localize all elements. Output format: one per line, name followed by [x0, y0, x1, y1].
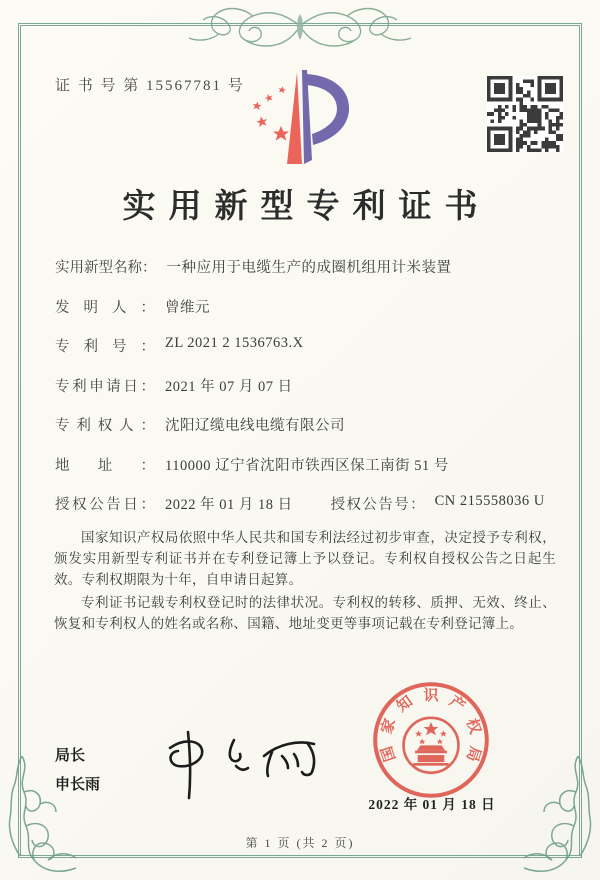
field-value: 2021 年 07 月 07 日 — [165, 378, 293, 395]
issue-date: 2022 年 01 月 18 日 — [368, 797, 496, 812]
field-label: 专利号： — [55, 339, 155, 355]
field-value: ZL 2021 2 1536763.X — [165, 335, 304, 351]
signer-block — [55, 742, 100, 799]
field-value: 曾维元 — [165, 299, 210, 316]
field-label: 发明人： — [55, 299, 155, 316]
national-ipa-seal — [369, 678, 493, 802]
seal-national-emblem — [404, 718, 459, 773]
signer-title: 局长 — [55, 747, 86, 764]
field-value: 沈阳辽缆电线电缆有限公司 — [165, 418, 345, 434]
field-row-patent-number — [55, 335, 555, 375]
handwritten-signature — [148, 718, 333, 813]
cnipa-logo — [238, 64, 362, 176]
svg-text:识: 识 — [423, 688, 439, 705]
legal-paragraph-2: 专利证书记载专利权登记时的法律状况。专利权的转移、质押、无效、终止、恢复和专利权人的姓名或名称、国籍、地址变更等事项记载在专利登记簿上。 — [54, 595, 556, 632]
qr-code — [487, 76, 563, 152]
signer-name: 申长雨 — [55, 775, 101, 793]
field-label: 实用新型名称： — [55, 260, 157, 276]
field-label: 专利申请日： — [55, 378, 155, 395]
field-row-utility-model-name — [55, 256, 555, 296]
field-row-inventor — [55, 296, 555, 336]
svg-text:权: 权 — [462, 716, 483, 737]
field-row-patentee — [55, 414, 555, 454]
logo-stars — [252, 85, 289, 140]
field-label: 授权公告号： — [330, 497, 425, 513]
grant-number-pair — [331, 493, 545, 514]
field-label: 专利权人： — [55, 418, 155, 434]
field-value: CN 215558036 U — [434, 493, 545, 509]
field-label: 授权公告日： — [55, 497, 155, 513]
svg-text:局: 局 — [462, 743, 483, 764]
grant-date-pair — [55, 493, 293, 514]
svg-text:产: 产 — [446, 693, 468, 716]
svg-text:家: 家 — [379, 716, 400, 737]
legal-text — [54, 527, 556, 636]
field-row-filing-date — [55, 375, 555, 415]
svg-text:知: 知 — [394, 693, 416, 716]
svg-text:国: 国 — [379, 743, 400, 764]
field-row-address — [55, 454, 555, 494]
page-indicator: 第 1 页 (共 2 页) — [245, 836, 355, 850]
certificate-title: 实用新型专利证书 — [122, 189, 491, 225]
field-row-grant — [55, 493, 555, 514]
field-label: 地址： — [55, 457, 155, 474]
legal-paragraph-1: 国家知识产权局依照中华人民共和国专利法经过初步审查，决定授予专利权，颁发实用新型专利证书并在专利登记簿上予以登记。专利权自授权公告之日起生效。专利权期限为十年，自申请日起算。 — [54, 530, 556, 588]
field-value: 110000 辽宁省沈阳市铁西区保工南街 51 号 — [165, 457, 449, 474]
certificate-number: 证 书 号 第 15567781 号 — [55, 78, 245, 94]
field-value: 一种应用于电缆生产的成圈机组用计米装置 — [166, 260, 452, 276]
field-value: 2022 年 01 月 18 日 — [165, 497, 293, 513]
field-list — [55, 256, 555, 514]
